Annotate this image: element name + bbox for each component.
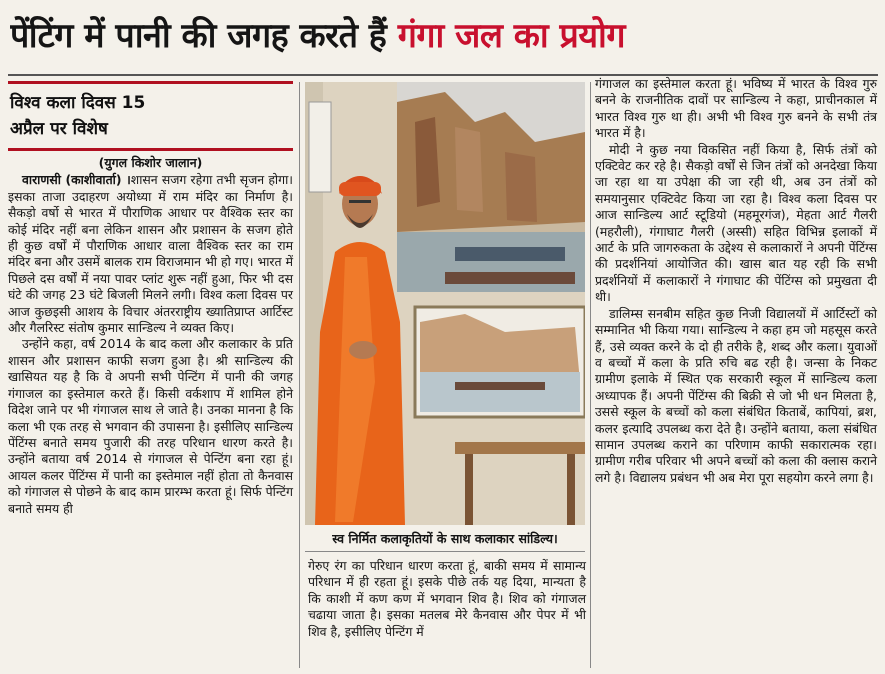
paragraph: गेरुए रंग का परिधान धारण करता हूं, बाकी समय में सामान्य परिधान में ही रहता हूं। इसके पीछे तर्क यह दिया, मान्यता है कि काशी में कण कण में भगवान शिव है। शिव को गंगाजल चढाया जाता है। इसका मतलब मेरे कैनवास और पेपर में भी शिव है, इसीलिए पेन्टिंग में [308, 558, 586, 639]
artist-photo-illustration [305, 82, 585, 525]
headline [10, 4, 878, 68]
special-line-1: विश्व कला दिवस 15 [10, 93, 146, 113]
column-divider [590, 82, 591, 668]
headline-part-2-red: गंगा जल का प्रयोग [397, 16, 625, 56]
paragraph: डालिम्स सनबीम सहित कुछ निजी विद्यालयों में आर्टिस्टों को सम्मानित भी किया गया। सान्डिल्य ने कहा हम जो महसूस करते हैं, उसे व्यक्त करने के दो ही तरीके है, शब्द और कला। युवाओं व बच्चों में कला के प्रति रुचि बढ रही है। जन्सा के निकट ग्रामीण इलाके में स्थित एक सरकारी स्कूल में सान्डिल्य कला अध्यापक हैं। अपनी पेंटिंग्स की बिक्री से जो भी धन मिलता है, उससे स्कूल के बच्चों को कला संबंधित किताबें, कापियां, ब्रश, कलर इत्यादि उपलब्ध करा देते है। उन्होंने बताया, कला संबंधित सामान उपलब्ध कराने का परिणाम काफी सकारात्मक रहा। ग्रामीण गरीब परिवार भी अपने बच्चों को कला की क्लास कराने लगे है। विद्यालय प्रबंधन भी अब मेरा पूरा सहयोग करने लगा है। [595, 305, 877, 485]
article-column-2 [308, 558, 586, 670]
article-column-3 [595, 76, 877, 670]
byline: (युगल किशोर जालान) [98, 155, 203, 170]
paragraph: उन्होंने कहा, वर्ष 2014 के बाद कला और कलाकार के प्रति शासन और प्रशासन काफी सजग हुआ है। श्री सान्डिल्य की खासियत यह है कि वे अपनी सभी पेन्टिंग में पानी की जगह गंगाजल का इस्तेमाल करते हैं। किसी वर्कशाप में शामिल होने विदेश जाने पर भी गंगाजल साथ ले जाते है। उनका मानना है कि कला भी एक तरह से भगवान की उपासना है। इसीलिए सान्डिल्य पेंटिंग्स बनाते समय पुजारी की तरह परिधान धारण करते है। उन्होंने बताया वर्ष 2014 से गंगाजल से पेन्टिंग बना रहा हूं। आयल कलर पेंटिंग्स में पानी का इस्तेमाल नहीं होता तो कैनवास को गंगाजल से पोछने के बाद काम प्रारम्भ करता हूं। सिर्फ पेन्टिंग बनाते समय ही [8, 336, 293, 516]
photo-caption: स्व निर्मित कलाकृतियों के साथ कलाकार सांडिल्य। [305, 527, 585, 552]
paragraph: गंगाजल का इस्तेमाल करता हूं। भविष्य में भारत के विश्व गुरु बनने के राजनीतिक दावों पर सान्डिल्य ने कहा, प्राचीनकाल में भारत विश्व गुरु था ही। अभी भी विश्व गुरु बनने के सभी तंत्र भारत में है। [595, 76, 877, 141]
special-line-2: अप्रैल पर विशेष [10, 119, 108, 139]
paragraph: मोदी ने कुछ नया विकसित नहीं किया है, सिर्फ तंत्रों को एक्टिवेट कर रहे है। सैकड़ो वर्षों से जिन तंत्रों को अनदेखा किया जा रहा था या उपेक्षा की जा रही थी, अब उन तंत्रों को समयानुसार एक्टिवेट किया जा रहा है। विश्व कला दिवस पर आज सान्डिल्य आर्ट स्टूडियो (महमूरगंज), मेहता आर्ट गैलरी (महरौली), गंगाघाट गैलरी (अस्सी) सहित विभिन्न इलाकों में आर्ट के प्रति जागरुकता के उद्देश्य से कलाकारों ने अपनी पेंटिंग्स की प्रदर्शनियां आयोजित की। खास बात यह रही कि सभी प्रदर्शनियों में कलाकारों ने गंगाघाट की पेंटिंग्स को प्रमुखता दी थी। [595, 141, 877, 305]
article-column-1 [8, 81, 293, 669]
headline-part-1: पेंटिंग में पानी की जगह करते हैं [10, 16, 387, 56]
artist-photo [305, 82, 585, 525]
paragraph-text: शासन सजग रहेगा तभी सृजन होगा। इसका ताजा उदाहरण अयोध्या में राम मंदिर का निर्माण है। सैकड़ो वर्षो से भारत में पौराणिक आधार पर वैश्विक स्तर का कोई मंदिर नहीं बना लेकिन शासन और प्रशासन के सजग होते ही कुछ वर्षों में पौराणिक आधार वाला वैश्विक स्तर का राम मंदिर बना और उसमें बालक राम विराजमान भी हो गए। भारत में पिछले दस वर्षों में नया पावर प्लांट शुरू नहीं हुआ, फिर भी दस घंटे की जगह 23 घंटे बिजली मिलने लगी। विश्व कला दिवस पर आज कुछइसी आशय के विचार अंतरराष्ट्रीय ख्यातिप्राप्त आर्टिस्ट और गैलरिस्ट संतोष कुमार सान्डिल्य ने व्यक्त किए। [8, 172, 293, 336]
special-box [8, 81, 293, 151]
dateline: वाराणसी (काशीवार्ता) । [22, 172, 131, 188]
column-divider [299, 82, 300, 668]
paragraph [8, 172, 293, 336]
